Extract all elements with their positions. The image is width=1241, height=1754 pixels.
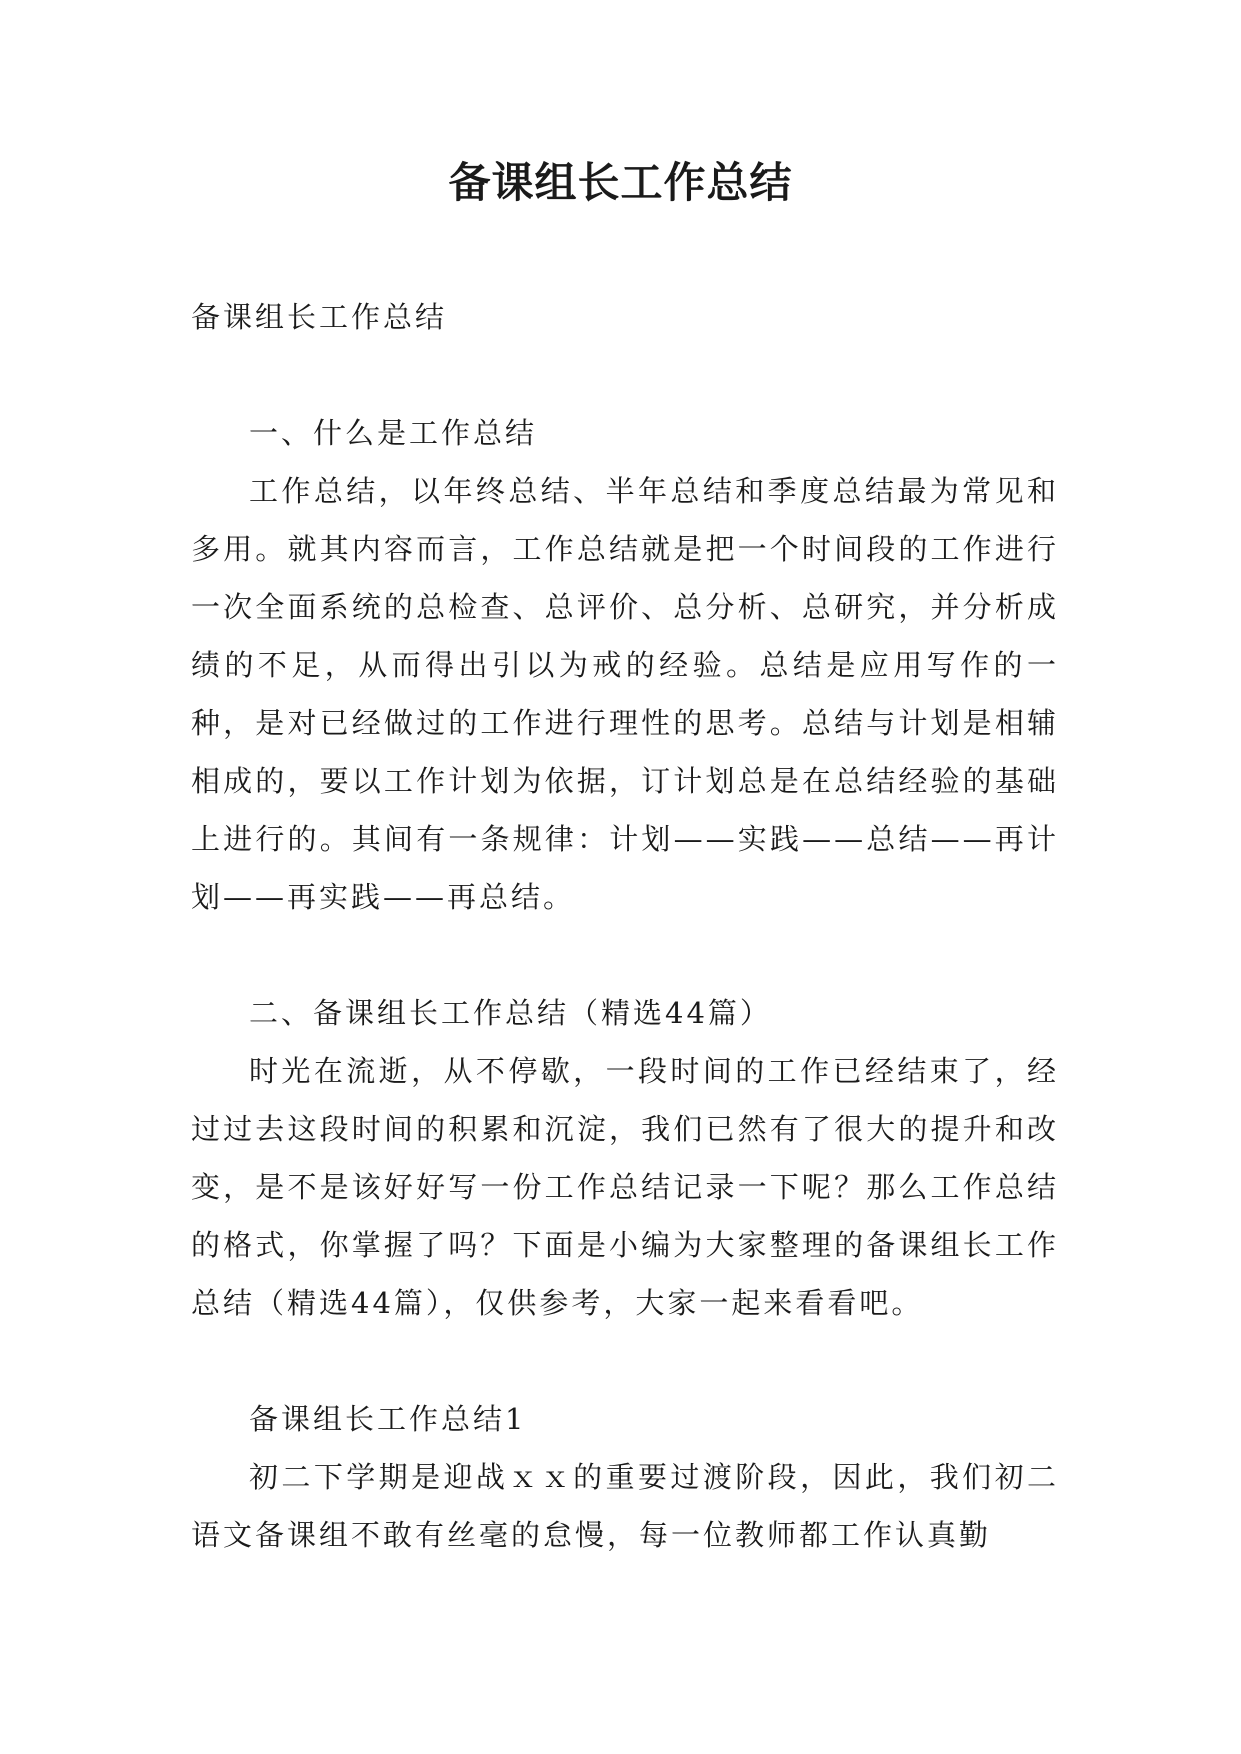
section-1-paragraph: 工作总结，以年终总结、半年总结和季度总结最为常见和多用。就其内容而言，工作总结就是把一个时间段的工作进行一次全面系统的总检查、总评价、总分析、总研究，并分析成绩的不足，从而得出引以为戒的经验。总结是应用写作的一种，是对已经做过的工作进行理性的思考。总结与计划是相辅相成的，要以工作计划为依据，订计划总是在总结经验的基础上进行的。其间有一条规律：计划——实践——总结——再计划——再实践——再总结。	[191, 474, 1059, 914]
section-3-paragraph: 初二下学期是迎战ｘｘ的重要过渡阶段，因此，我们初二语文备课组不敢有丝毫的怠慢，每一位教师都工作认真勤	[191, 1460, 1059, 1552]
document-title: 备课组长工作总结	[448, 158, 793, 207]
spacer	[191, 346, 1059, 404]
document-subtitle: 备课组长工作总结	[191, 300, 448, 334]
spacer	[191, 1332, 1059, 1390]
section-1-heading: 一、什么是工作总结	[249, 416, 538, 450]
section-3-heading: 备课组长工作总结1	[249, 1402, 527, 1436]
document-body	[191, 288, 1059, 1564]
section-2-paragraph: 时光在流逝，从不停歇，一段时间的工作已经结束了，经过过去这段时间的积累和沉淀，我们已然有了很大的提升和改变，是不是该好好写一份工作总结记录一下呢？那么工作总结的格式，你掌握了吗？下面是小编为大家整理的备课组长工作总结（精选44篇），仅供参考，大家一起来看看吧。	[191, 1054, 1059, 1320]
spacer	[191, 926, 1059, 984]
section-2-heading: 二、备课组长工作总结（精选44篇）	[249, 996, 772, 1030]
